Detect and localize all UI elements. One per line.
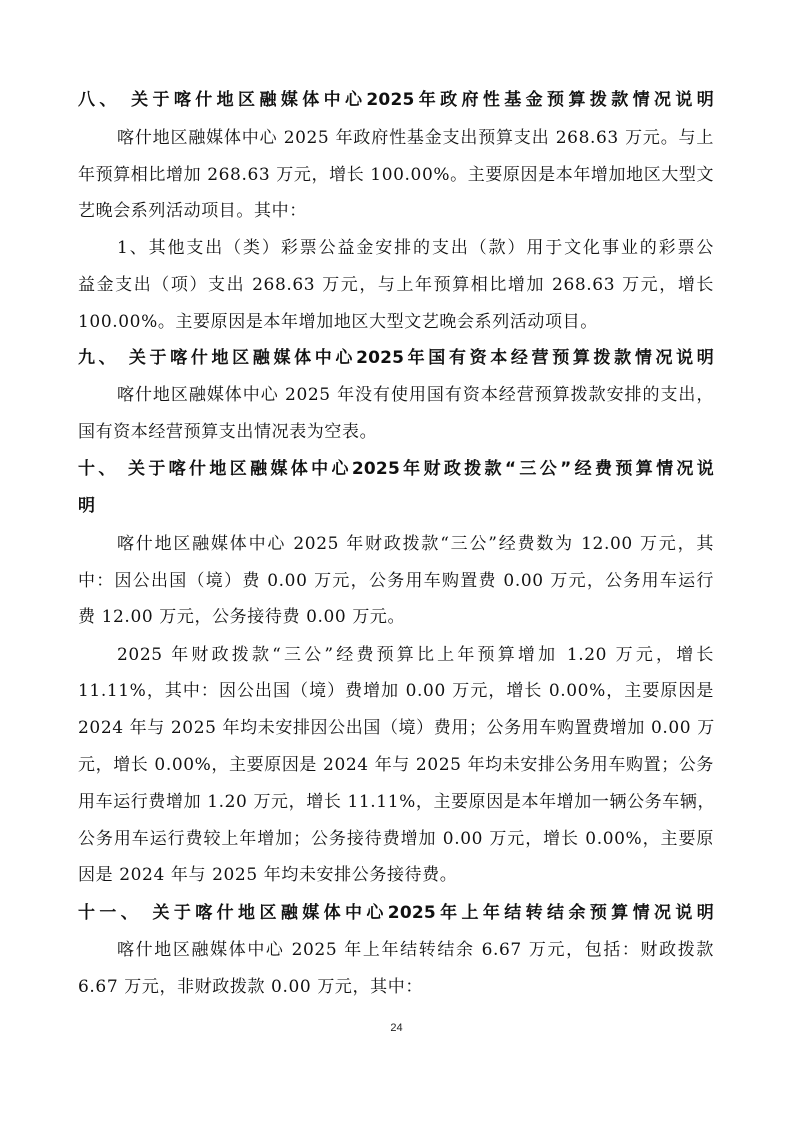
section-10-paragraph-2-line-7: 因是 2024 年与 2025 年均未安排公务接待费。 [78, 865, 458, 885]
section-10-paragraph-1-line-1: 喀什地区融媒体中心 2025 年财政拨款“三公”经费数为 12.00 万元，其 [117, 534, 714, 554]
section-8-paragraph-2-line-2: 益金支出（项）支出 268.63 万元，与上年预算相比增加 268.63 万元，增长 [78, 275, 714, 295]
section-8-paragraph-2-line-3: 100.00%。主要原因是本年增加地区大型文艺晚会系列活动项目。 [78, 312, 598, 332]
section-10-paragraph-2-line-2: 11.11%，其中：因公出国（境）费增加 0.00 万元，增长 0.00%，主要原因是 [78, 681, 714, 701]
section-9-heading: 九、 关于喀什地区融媒体中心2025年国有资本经营预算拨款情况说明 [78, 348, 714, 368]
section-10-paragraph-2-line-4: 元，增长 0.00%，主要原因是 2024 年与 2025 年均未安排公务用车购置；公务 [78, 755, 714, 775]
section-9-paragraph-1-line-1: 喀什地区融媒体中心 2025 年没有使用国有资本经营预算拨款安排的支出， [117, 385, 714, 405]
page-number: 24 [390, 1022, 403, 1034]
section-10-heading-line-1: 十、 关于喀什地区融媒体中心2025年财政拨款“三公”经费预算情况说 [78, 459, 714, 479]
section-10-paragraph-2-line-5: 用车运行费增加 1.20 万元，增长 11.11%，主要原因是本年增加一辆公务车辆， [78, 792, 716, 812]
section-10-paragraph-2-line-3: 2024 年与 2025 年均未安排因公出国（境）费用；公务用车购置费增加 0.00 万 [78, 718, 715, 738]
section-10-paragraph-2-line-1: 2025 年财政拨款“三公”经费预算比上年预算增加 1.20 万元，增长 [117, 645, 714, 665]
section-10-heading-line-2: 明 [78, 496, 96, 516]
section-9-paragraph-1-line-2: 国有资本经营预算支出情况表为空表。 [78, 422, 378, 442]
section-11-paragraph-1-line-2: 6.67 万元，非财政拨款 0.00 万元，其中： [78, 977, 423, 997]
section-8-paragraph-1-line-3: 艺晚会系列活动项目。其中： [78, 201, 307, 221]
section-8-paragraph-1-line-2: 年预算相比增加 268.63 万元，增长 100.00%。主要原因是本年增加地区大型文 [78, 165, 715, 185]
section-10-paragraph-1-line-2: 中：因公出国（境）费 0.00 万元，公务用车购置费 0.00 万元，公务用车运行 [78, 571, 714, 591]
section-11-paragraph-1-line-1: 喀什地区融媒体中心 2025 年上年结转结余 6.67 万元，包括：财政拨款 [117, 940, 714, 960]
section-8-paragraph-1-line-1: 喀什地区融媒体中心 2025 年政府性基金支出预算支出 268.63 万元。与上 [117, 128, 714, 148]
section-8-paragraph-2-line-1: 1、其他支出（类）彩票公益金安排的支出（款）用于文化事业的彩票公 [117, 238, 714, 258]
section-10-paragraph-2-line-6: 公务用车运行费较上年增加；公务接待费增加 0.00 万元，增长 0.00%，主要原 [78, 829, 714, 849]
section-10-paragraph-1-line-3: 费 12.00 万元，公务接待费 0.00 万元。 [78, 607, 406, 627]
section-11-heading: 十一、 关于喀什地区融媒体中心2025年上年结转结余预算情况说明 [78, 903, 714, 923]
section-8-heading: 八、 关于喀什地区融媒体中心2025年政府性基金预算拨款情况说明 [78, 90, 714, 110]
